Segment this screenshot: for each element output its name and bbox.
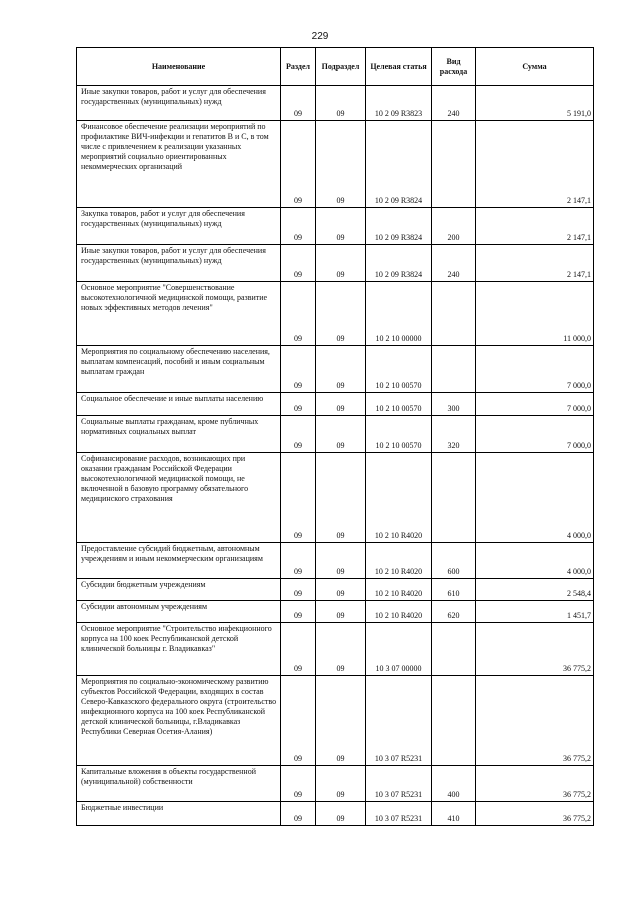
table-cell-podrazdel: 09	[316, 766, 366, 802]
table-cell-summa: 7 000,0	[476, 346, 594, 393]
table-cell-summa: 7 000,0	[476, 393, 594, 416]
table-cell-celevaya: 10 2 10 R4020	[366, 579, 432, 601]
table-cell-razdel: 09	[281, 393, 316, 416]
table-cell-summa: 36 775,2	[476, 766, 594, 802]
table-cell-vid: 200	[432, 208, 476, 245]
table-row	[77, 416, 594, 453]
table-cell-celevaya: 10 2 10 R4020	[366, 543, 432, 579]
table-cell-celevaya: 10 3 07 R5231	[366, 802, 432, 826]
table-cell-summa: 11 000,0	[476, 282, 594, 346]
table-cell-summa: 4 000,0	[476, 543, 594, 579]
table-cell-vid: 610	[432, 579, 476, 601]
table-cell-razdel: 09	[281, 208, 316, 245]
table-cell-summa: 2 147,1	[476, 245, 594, 282]
table-cell-celevaya: 10 3 07 R5231	[366, 676, 432, 766]
table-cell-name: Субсидии автономным учреждениям	[77, 601, 281, 623]
table-cell-vid	[432, 121, 476, 208]
table-cell-name: Предоставление субсидий бюджетным, автономным учреждениям и иным некоммерческим организациям	[77, 543, 281, 579]
table-cell-celevaya: 10 2 10 00570	[366, 416, 432, 453]
table-cell-vid: 410	[432, 802, 476, 826]
table-cell-name: Мероприятия по социальному обеспечению населения, выплатам компенсаций, пособий и иным социальным выплатам граждан	[77, 346, 281, 393]
table-cell-podrazdel: 09	[316, 86, 366, 121]
table-cell-vid: 400	[432, 766, 476, 802]
table-row	[77, 766, 594, 802]
table-cell-vid: 300	[432, 393, 476, 416]
table-cell-razdel: 09	[281, 86, 316, 121]
table-cell-vid: 620	[432, 601, 476, 623]
table-row	[77, 86, 594, 121]
table-cell-name: Субсидии бюджетным учреждениям	[77, 579, 281, 601]
table-cell-podrazdel: 09	[316, 453, 366, 543]
table-cell-name: Иные закупки товаров, работ и услуг для обеспечения государственных (муниципальных) нужд	[77, 245, 281, 282]
table-cell-razdel: 09	[281, 121, 316, 208]
budget-table	[76, 47, 594, 826]
table-cell-summa: 2 147,1	[476, 208, 594, 245]
table-cell-razdel: 09	[281, 676, 316, 766]
table-row	[77, 601, 594, 623]
table-cell-podrazdel: 09	[316, 346, 366, 393]
table-cell-summa: 2 147,1	[476, 121, 594, 208]
table-cell-podrazdel: 09	[316, 282, 366, 346]
table-cell-summa: 36 775,2	[476, 623, 594, 676]
table-cell-name: Бюджетные инвестиции	[77, 802, 281, 826]
table-cell-podrazdel: 09	[316, 543, 366, 579]
table-row	[77, 282, 594, 346]
table-cell-celevaya: 10 2 10 00570	[366, 346, 432, 393]
table-cell-vid	[432, 676, 476, 766]
table-row	[77, 346, 594, 393]
table-cell-vid: 600	[432, 543, 476, 579]
table-cell-name: Основное мероприятие "Совершенствование высокотехнологичной медицинской помощи, развитие новых эффективных методов лечения"	[77, 282, 281, 346]
table-cell-razdel: 09	[281, 346, 316, 393]
table-cell-summa: 36 775,2	[476, 802, 594, 826]
table-cell-celevaya: 10 2 10 R4020	[366, 453, 432, 543]
table-cell-name: Финансовое обеспечение реализации мероприятий по профилактике ВИЧ-инфекции и гепатитов В и С, в том числе с привлечением к реализации указанных мероприятий социально ориентированных некоммерческих организаций	[77, 121, 281, 208]
table-cell-celevaya: 10 2 09 R3824	[366, 245, 432, 282]
table-cell-summa: 5 191,0	[476, 86, 594, 121]
table-cell-podrazdel: 09	[316, 802, 366, 826]
table-cell-podrazdel: 09	[316, 601, 366, 623]
table-cell-razdel: 09	[281, 282, 316, 346]
table-cell-podrazdel: 09	[316, 245, 366, 282]
header-name: Наименование	[77, 48, 281, 86]
table-cell-razdel: 09	[281, 543, 316, 579]
table-row	[77, 676, 594, 766]
table-row	[77, 121, 594, 208]
table-cell-name: Закупка товаров, работ и услуг для обеспечения государственных (муниципальных) нужд	[77, 208, 281, 245]
table-cell-podrazdel: 09	[316, 623, 366, 676]
table-cell-summa: 1 451,7	[476, 601, 594, 623]
table-row	[77, 453, 594, 543]
table-cell-name: Софинансирование расходов, возникающих при оказании гражданам Российской Федерации высокотехнологичной медицинской помощи, не включенной в базовую программу обязательного медицинского страхования	[77, 453, 281, 543]
table-cell-razdel: 09	[281, 416, 316, 453]
table-cell-razdel: 09	[281, 579, 316, 601]
table-cell-name: Иные закупки товаров, работ и услуг для обеспечения государственных (муниципальных) нужд	[77, 86, 281, 121]
table-cell-summa: 4 000,0	[476, 453, 594, 543]
table-cell-vid	[432, 623, 476, 676]
table-row	[77, 543, 594, 579]
table-cell-podrazdel: 09	[316, 579, 366, 601]
header-row	[77, 48, 594, 86]
table-cell-razdel: 09	[281, 766, 316, 802]
table-cell-name: Основное мероприятие "Строительство инфекционного корпуса на 100 коек Республиканской детской клинической больницы г. Владикавказ"	[77, 623, 281, 676]
table-cell-summa: 7 000,0	[476, 416, 594, 453]
table-cell-celevaya: 10 3 07 00000	[366, 623, 432, 676]
table-row	[77, 579, 594, 601]
table-cell-vid	[432, 453, 476, 543]
table-cell-summa: 36 775,2	[476, 676, 594, 766]
header-podrazdel: Подраздел	[316, 48, 366, 86]
header-summa: Сумма	[476, 48, 594, 86]
table-cell-razdel: 09	[281, 453, 316, 543]
table-cell-celevaya: 10 2 09 R3823	[366, 86, 432, 121]
table-cell-vid	[432, 346, 476, 393]
table-cell-celevaya: 10 2 10 00570	[366, 393, 432, 416]
table-cell-summa: 2 548,4	[476, 579, 594, 601]
table-cell-celevaya: 10 3 07 R5231	[366, 766, 432, 802]
table-row	[77, 245, 594, 282]
table-cell-podrazdel: 09	[316, 393, 366, 416]
table-row	[77, 393, 594, 416]
table-cell-razdel: 09	[281, 802, 316, 826]
table-row	[77, 623, 594, 676]
table-cell-celevaya: 10 2 09 R3824	[366, 208, 432, 245]
table-cell-vid	[432, 282, 476, 346]
table-cell-razdel: 09	[281, 601, 316, 623]
table-cell-razdel: 09	[281, 245, 316, 282]
table-cell-celevaya: 10 2 09 R3824	[366, 121, 432, 208]
table-cell-name: Социальные выплаты гражданам, кроме публичных нормативных социальных выплат	[77, 416, 281, 453]
table-cell-podrazdel: 09	[316, 121, 366, 208]
header-razdel: Раздел	[281, 48, 316, 86]
table-cell-vid: 320	[432, 416, 476, 453]
table-row	[77, 208, 594, 245]
table-cell-podrazdel: 09	[316, 676, 366, 766]
table-cell-celevaya: 10 2 10 00000	[366, 282, 432, 346]
header-vid: Вид расхода	[432, 48, 476, 86]
table-cell-razdel: 09	[281, 623, 316, 676]
table-cell-podrazdel: 09	[316, 208, 366, 245]
page-number: 229	[311, 31, 329, 42]
table-cell-celevaya: 10 2 10 R4020	[366, 601, 432, 623]
table-cell-vid: 240	[432, 245, 476, 282]
table-cell-name: Социальное обеспечение и иные выплаты населению	[77, 393, 281, 416]
header-celevaya: Целевая статья	[366, 48, 432, 86]
table-cell-podrazdel: 09	[316, 416, 366, 453]
table-row	[77, 802, 594, 826]
table-cell-name: Капитальные вложения в объекты государственной (муниципальной) собственности	[77, 766, 281, 802]
table-cell-name: Мероприятия по социально-экономическому развитию субъектов Российской Федерации, входящих в состав Северо-Кавказского федерального округа (строительство инфекционного корпуса на 100 коек Республиканской детской клинической больницы, г.Владикавказ Республики Северная Осетия-Алания)	[77, 676, 281, 766]
table-cell-vid: 240	[432, 86, 476, 121]
